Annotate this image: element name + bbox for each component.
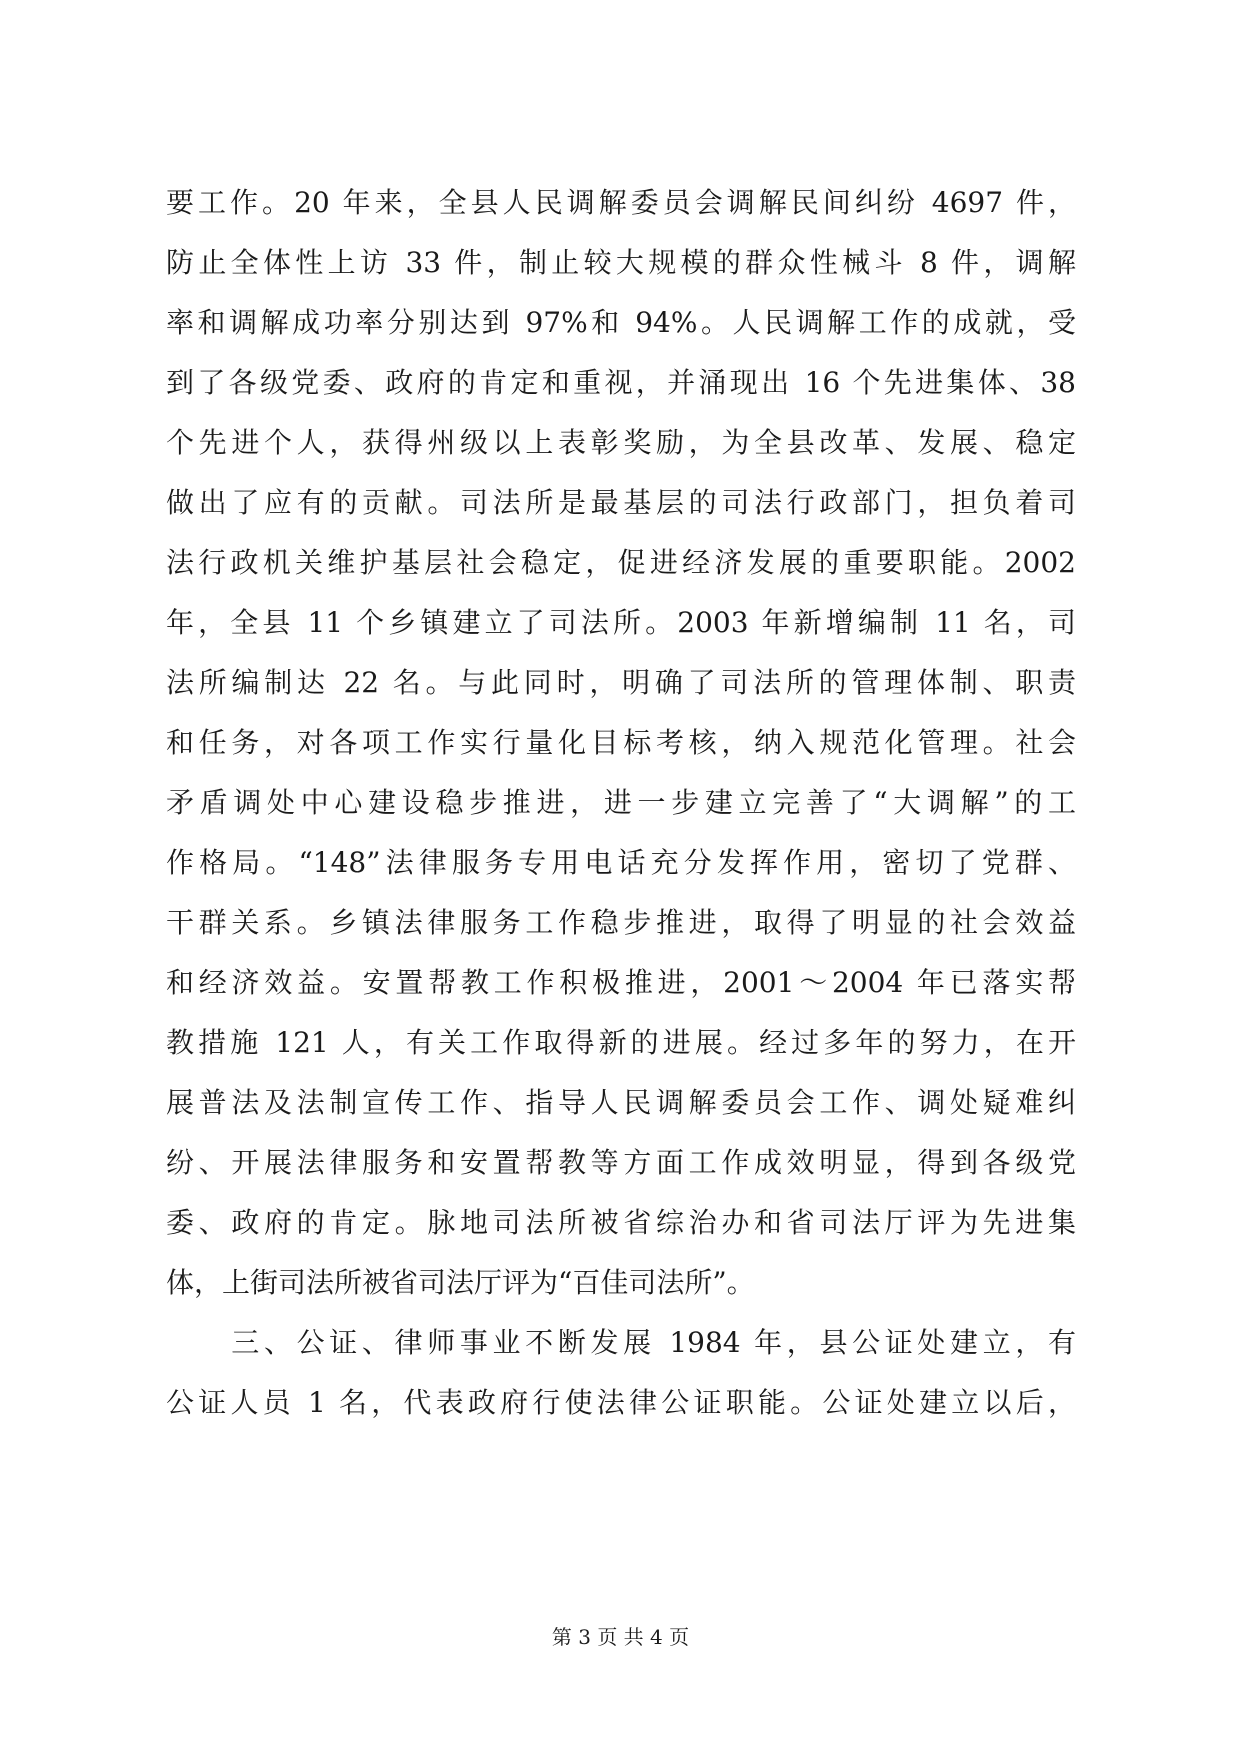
body-text: [166, 173, 1076, 1433]
text-line: 年，全县 11 个乡镇建立了司法所。2003 年新增编制 11 名，司: [166, 606, 1076, 639]
text-line: 个先进个人，获得州级以上表彰奖励，为全县改革、发展、稳定: [166, 426, 1076, 459]
text-line: 作格局。“148”法律服务专用电话充分发挥作用，密切了党群、: [166, 846, 1076, 879]
text-line: 要工作。20 年来，全县人民调解委员会调解民间纠纷 4697 件，: [166, 186, 1076, 219]
text-line: 干群关系。乡镇法律服务工作稳步推进，取得了明显的社会效益: [166, 906, 1076, 939]
text-line: 体，上街司法所被省司法厅评为“百佳司法所”。: [166, 1266, 755, 1299]
text-line: 三、公证、律师事业不断发展 1984 年，县公证处建立，有: [166, 1326, 1076, 1359]
text-line: 公证人员 1 名，代表政府行使法律公证职能。公证处建立以后，: [166, 1386, 1076, 1419]
text-line: 做出了应有的贡献。司法所是最基层的司法行政部门，担负着司: [166, 486, 1076, 519]
text-line: 纷、开展法律服务和安置帮教等方面工作成效明显，得到各级党: [166, 1146, 1076, 1179]
text-line: 和经济效益。安置帮教工作积极推进，2001～2004 年已落实帮: [166, 966, 1076, 999]
text-line: 防止全体性上访 33 件，制止较大规模的群众性械斗 8 件，调解: [166, 246, 1076, 279]
text-line: 展普法及法制宣传工作、指导人民调解委员会工作、调处疑难纠: [166, 1086, 1076, 1119]
text-line: 到了各级党委、政府的肯定和重视，并涌现出 16 个先进集体、38: [166, 366, 1076, 399]
text-line: 法所编制达 22 名。与此同时，明确了司法所的管理体制、职责: [166, 666, 1076, 699]
text-line: 法行政机关维护基层社会稳定，促进经济发展的重要职能。2002: [166, 546, 1076, 579]
text-line: 率和调解成功率分别达到 97%和 94%。人民调解工作的成就，受: [166, 306, 1076, 339]
text-line: 和任务，对各项工作实行量化目标考核，纳入规范化管理。社会: [166, 726, 1076, 759]
page-footer: 第 3 页 共 4 页: [551, 1625, 690, 1649]
text-line: 矛盾调处中心建设稳步推进，进一步建立完善了“大调解”的工: [166, 786, 1076, 819]
text-line: 委、政府的肯定。脉地司法所被省综治办和省司法厅评为先进集: [166, 1206, 1076, 1239]
text-line: 教措施 121 人，有关工作取得新的进展。经过多年的努力，在开: [166, 1026, 1076, 1059]
